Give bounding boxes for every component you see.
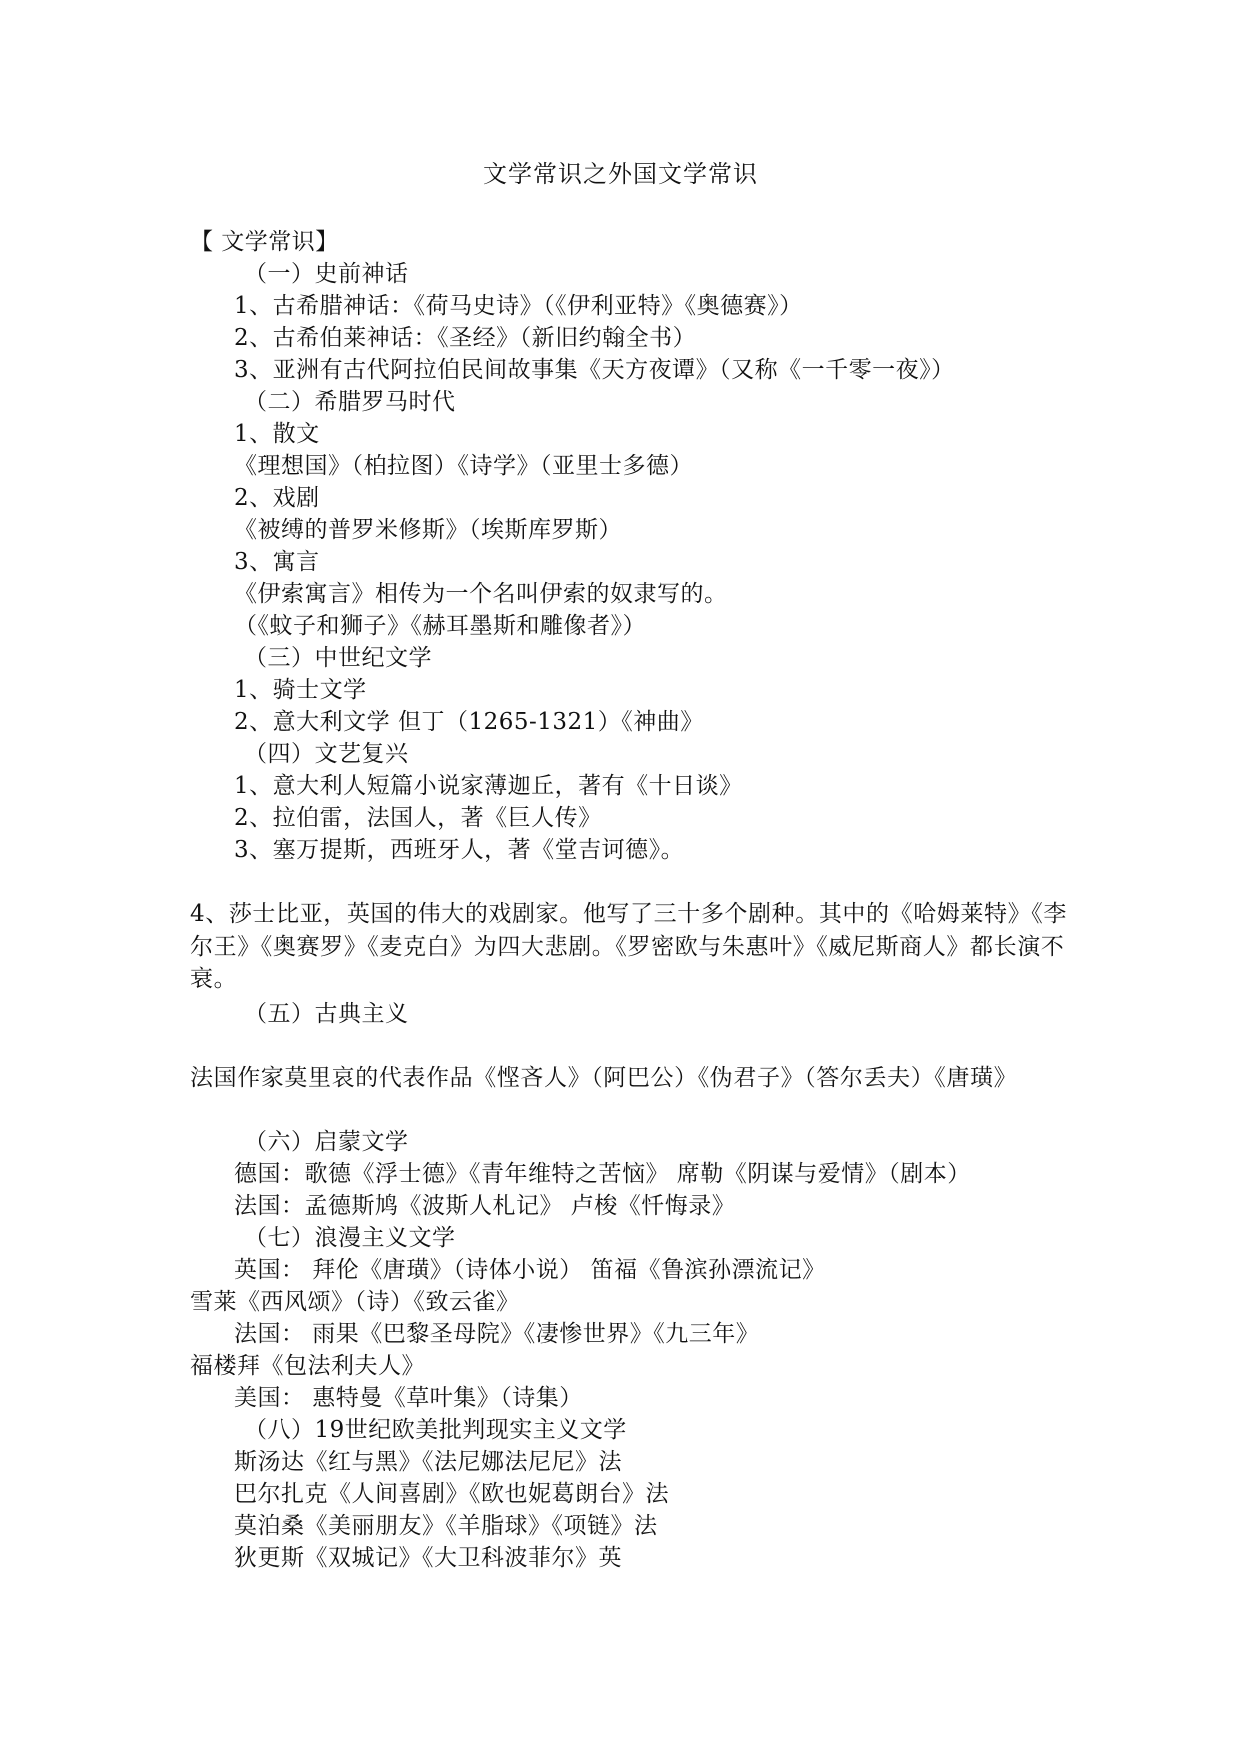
text-line: 《伊索寓言》相传为一个名叫伊索的奴隶写的。 <box>234 581 728 607</box>
text-line: 2、拉伯雷，法国人，著《巨人传》 <box>234 805 602 831</box>
text-line: 狄更斯《双城记》《大卫科波菲尔》英 <box>234 1545 622 1571</box>
text-line: 3、亚洲有古代阿拉伯民间故事集《天方夜谭》（又称《一千零一夜》） <box>234 357 955 383</box>
text-line: 1、意大利人短篇小说家薄迦丘，著有《十日谈》 <box>234 773 743 799</box>
text-line: 2、古希伯莱神话：《圣经》（新旧约翰全书） <box>234 325 697 351</box>
text-line: 英国： 拜伦《唐璜》（诗体小说） 笛福《鲁滨孙漂流记》 <box>234 1257 826 1283</box>
text-line: 福楼拜《包法利夫人》 <box>190 1353 425 1379</box>
text-line: 法国： 雨果《巴黎圣母院》《凄惨世界》《九三年》 <box>234 1321 760 1347</box>
text-line: 美国： 惠特曼《草叶集》（诗集） <box>234 1385 583 1411</box>
text-line: 雪莱《西风颂》（诗）《致云雀》 <box>190 1289 520 1315</box>
subsection-heading-5: （五）古典主义 <box>244 1001 409 1027</box>
subsection-heading-1: （一）史前神话 <box>244 261 409 287</box>
text-line: 1、骑士文学 <box>234 677 367 703</box>
text-line: 《理想国》（柏拉图）《诗学》（亚里士多德） <box>234 453 693 479</box>
text-line: 3、寓言 <box>234 549 320 575</box>
subsection-heading-2: （二）希腊罗马时代 <box>244 389 456 415</box>
subsection-heading-6: （六）启蒙文学 <box>244 1129 409 1155</box>
text-line: 2、意大利文学 但丁（1265-1321）《神曲》 <box>234 709 704 735</box>
text-line: 2、戏剧 <box>234 485 320 511</box>
subsection-heading-3: （三）中世纪文学 <box>244 645 432 671</box>
subsection-heading-7: （七）浪漫主义文学 <box>244 1225 456 1251</box>
paragraph-moliere: 法国作家莫里哀的代表作品《悭吝人》（阿巴公）《伪君子》（答尔丢夫）《唐璜》 <box>190 1065 1018 1091</box>
paragraph-shakespeare: 4、莎士比亚，英国的伟大的戏剧家。他写了三十多个剧种。其中的《哈姆莱特》《李尔王》《奥赛罗》《麦克白》为四大悲剧。《罗密欧与朱惠叶》《威尼斯商人》都长演不衰。 <box>190 901 1067 992</box>
text-line: 1、古希腊神话：《荷马史诗》（《伊利亚特》《奥德赛》） <box>234 293 803 319</box>
text-line: 斯汤达《红与黑》《法尼娜法尼尼》法 <box>234 1449 622 1475</box>
text-line: 法国：孟德斯鸠《波斯人札记》 卢梭《忏悔录》 <box>234 1193 736 1219</box>
text-line: 1、散文 <box>234 421 320 447</box>
text-line: 3、塞万提斯，西班牙人，著《堂吉诃德》。 <box>234 837 685 863</box>
text-line: （《蚊子和狮子》《赫耳墨斯和雕像者》） <box>234 613 646 639</box>
text-line: 莫泊桑《美丽朋友》《羊脂球》《项链》法 <box>234 1513 658 1539</box>
section-heading: 【 文学常识】 <box>190 229 339 255</box>
text-line: 德国：歌德《浮士德》《青年维特之苦恼》 席勒《阴谋与爱情》（剧本） <box>234 1161 971 1187</box>
subsection-heading-8: （八）19世纪欧美批判现实主义文学 <box>244 1417 627 1443</box>
text-line: 巴尔扎克《人间喜剧》《欧也妮葛朗台》法 <box>234 1481 669 1507</box>
document-title: 文学常识之外国文学常识 <box>483 160 758 188</box>
text-line: 《被缚的普罗米修斯》（埃斯库罗斯） <box>234 517 622 543</box>
subsection-heading-4: （四）文艺复兴 <box>244 741 409 767</box>
